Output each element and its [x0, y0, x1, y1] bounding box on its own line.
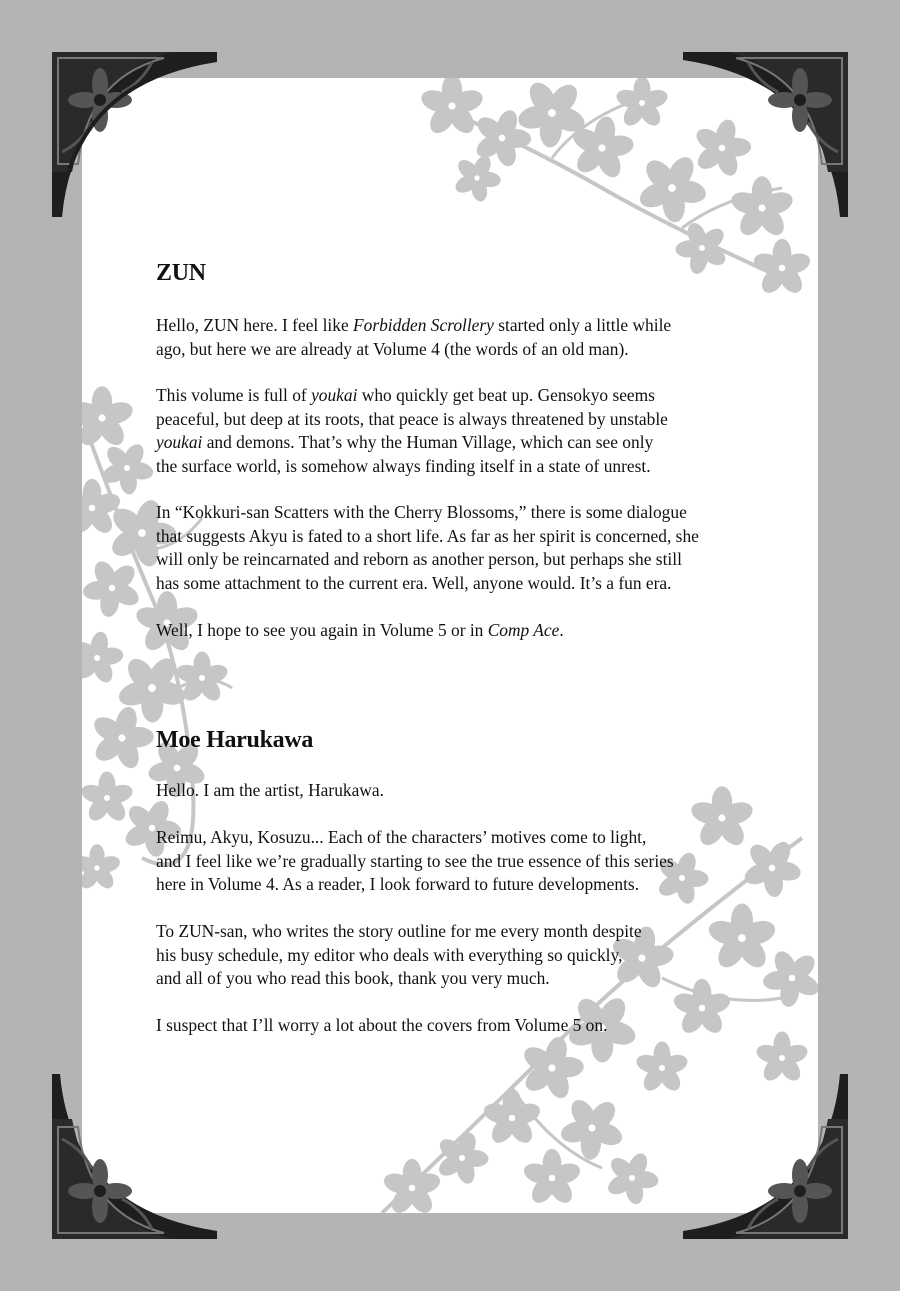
ornate-corner-icon	[52, 52, 217, 217]
text-run: This volume is full of	[156, 385, 312, 405]
ornate-corner-icon	[683, 52, 848, 217]
harukawa-paragraph-3	[156, 920, 776, 991]
zun-paragraph-4	[156, 619, 776, 643]
section-heading-zun: ZUN	[156, 260, 206, 286]
magazine-title: Comp Ace	[487, 620, 560, 640]
harukawa-paragraph-4	[156, 1014, 776, 1038]
book-title: Forbidden Scrollery	[353, 315, 494, 335]
flower-branch-icon	[82, 78, 818, 1213]
text-line: that suggests Akyu is fated to a short life. As far as her spirit is concerned, she	[156, 525, 699, 546]
text-run: started only a little while	[493, 315, 672, 335]
text-run: who quickly get beat up. Gensokyo seems	[357, 385, 655, 405]
text-line: To ZUN-san, who writes the story outline for me every month despite	[156, 921, 642, 941]
text-line: In “Kokkuri-san Scatters with the Cherry Blossoms,” there is some dialogue	[156, 502, 687, 522]
harukawa-paragraph-1	[156, 779, 776, 803]
text-line: has some attachment to the current era. Well, anyone would. It’s a fun era.	[156, 572, 672, 593]
section-heading-harukawa: Moe Harukawa	[156, 727, 314, 753]
ornate-corner-icon	[52, 1074, 217, 1239]
page	[82, 78, 818, 1213]
term: youkai	[311, 385, 358, 405]
term: youkai	[156, 432, 203, 453]
text-line: Hello. I am the artist, Harukawa.	[156, 780, 384, 800]
text-run: Well, I hope to see you again in Volume 5 or in	[156, 620, 488, 640]
text-line: his busy schedule, my editor who deals with everything so quickly,	[156, 944, 623, 965]
zun-paragraph-1	[156, 314, 776, 361]
zun-paragraph-3	[156, 501, 776, 595]
text-run: .	[559, 620, 564, 640]
text-line: here in Volume 4. As a reader, I look forward to future developments.	[156, 874, 640, 895]
text-line: and all of you who read this book, thank you very much.	[156, 968, 550, 989]
text-run: Hello, ZUN here. I feel like	[156, 315, 354, 335]
text-line: Reimu, Akyu, Kosuzu... Each of the characters’ motives come to light,	[156, 827, 647, 847]
text-run: and demons. That’s why the Human Village, which can see only	[202, 432, 654, 453]
ornate-corner-icon	[683, 1074, 848, 1239]
text-line: peaceful, but deep at its roots, that peace is always threatened by unstable	[156, 408, 668, 429]
zun-paragraph-2	[156, 384, 776, 478]
harukawa-paragraph-2	[156, 826, 776, 897]
text-line: and I feel like we’re gradually starting to see the true essence of this series	[156, 850, 674, 871]
text-line: I suspect that I’ll worry a lot about the covers from Volume 5 on.	[156, 1015, 608, 1035]
text-line: will only be reincarnated and reborn as another person, but perhaps she still	[156, 549, 682, 570]
text-line: ago, but here we are already at Volume 4 (the words of an old man).	[156, 338, 629, 359]
text-line: the surface world, is somehow always finding itself in a state of unrest.	[156, 455, 651, 476]
